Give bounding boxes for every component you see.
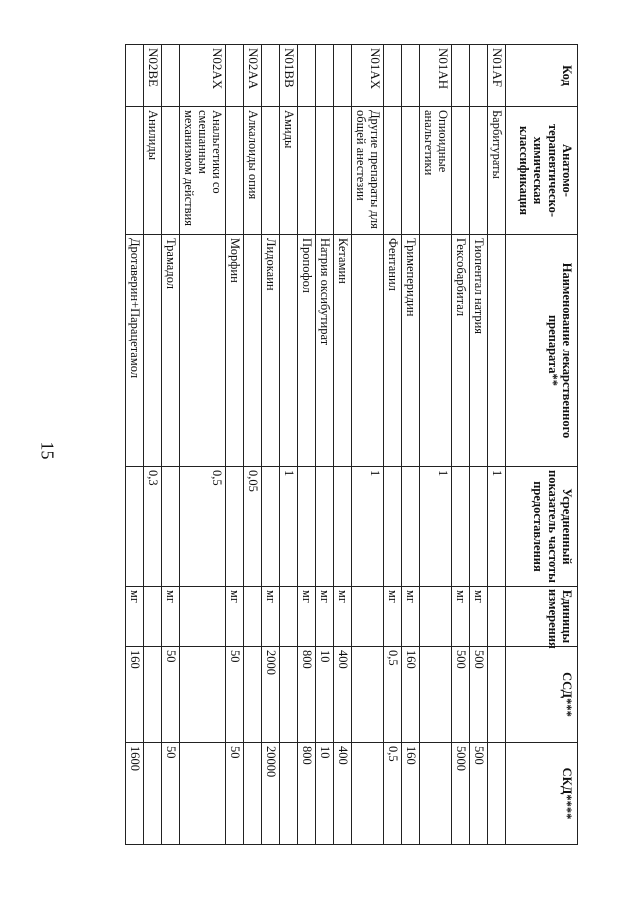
cell-skd: 400 [334,743,352,845]
cell-ssd [488,647,506,743]
cell-skd [420,743,452,845]
table-row [402,45,420,845]
table-row [470,45,488,845]
cell-code [226,45,244,107]
cell-unit: мг [298,587,316,647]
cell-ssd [352,647,384,743]
cell-ssd [144,647,162,743]
header-ssd: ССД*** [506,647,578,743]
cell-ssd: 50 [162,647,180,743]
cell-unit: мг [126,587,144,647]
cell-drug: Натрия оксибутират [316,235,334,467]
cell-ssd: 0,5 [384,647,402,743]
cell-code [262,45,280,107]
cell-atc [470,107,488,235]
cell-frequency: 1 [280,467,298,587]
cell-ssd [244,647,262,743]
cell-drug [420,235,452,467]
cell-unit [244,587,262,647]
cell-ssd [420,647,452,743]
cell-unit: мг [316,587,334,647]
cell-unit [144,587,162,647]
table-header-row [506,45,578,845]
cell-atc [126,107,144,235]
header-skd: СКД**** [506,743,578,845]
cell-drug [180,235,226,467]
drug-table [125,44,578,845]
cell-skd: 0,5 [384,743,402,845]
cell-unit: мг [384,587,402,647]
cell-atc [402,107,420,235]
page-number: 15 [37,441,58,460]
cell-frequency: 0,3 [144,467,162,587]
header-unit: Единицы измерения [506,587,578,647]
cell-unit [280,587,298,647]
cell-ssd: 500 [452,647,470,743]
cell-code: N01AH [420,45,452,107]
cell-drug: Фентанил [384,235,402,467]
cell-skd: 10 [316,743,334,845]
cell-drug: Пропофол [298,235,316,467]
rotated-table-wrapper [78,44,578,844]
cell-atc: Анальгетики со смешанным механизмом действия [180,107,226,235]
cell-drug: Морфин [226,235,244,467]
cell-unit [180,587,226,647]
cell-skd: 800 [298,743,316,845]
table-row [316,45,334,845]
cell-atc: Анилиды [144,107,162,235]
cell-unit [488,587,506,647]
cell-atc: Опиоидные анальгетики [420,107,452,235]
cell-frequency [126,467,144,587]
cell-frequency [162,467,180,587]
table-row [280,45,298,845]
cell-ssd: 160 [402,647,420,743]
cell-unit: мг [334,587,352,647]
cell-unit: мг [452,587,470,647]
table-row [452,45,470,845]
cell-ssd [180,647,226,743]
cell-drug [280,235,298,467]
cell-code [162,45,180,107]
cell-unit: мг [470,587,488,647]
cell-code [452,45,470,107]
table-row [180,45,226,845]
cell-skd [352,743,384,845]
cell-drug [244,235,262,467]
table-row [334,45,352,845]
cell-frequency [298,467,316,587]
cell-skd [244,743,262,845]
cell-frequency: 1 [352,467,384,587]
cell-skd: 50 [226,743,244,845]
cell-unit [352,587,384,647]
cell-skd: 500 [470,743,488,845]
cell-ssd [280,647,298,743]
cell-code [334,45,352,107]
cell-atc [262,107,280,235]
cell-ssd: 500 [470,647,488,743]
table-row [144,45,162,845]
cell-frequency [452,467,470,587]
cell-frequency: 1 [488,467,506,587]
cell-drug: Трамадол [162,235,180,467]
header-frequency: Усредненный показатель частоты предоставления [506,467,578,587]
cell-frequency: 0,5 [180,467,226,587]
cell-code [402,45,420,107]
cell-drug: Кетамин [334,235,352,467]
cell-frequency [470,467,488,587]
cell-atc: Барбитураты [488,107,506,235]
cell-ssd: 10 [316,647,334,743]
cell-drug: Гексобарбитал [452,235,470,467]
cell-atc [298,107,316,235]
table-row [162,45,180,845]
cell-ssd: 160 [126,647,144,743]
cell-code [298,45,316,107]
cell-ssd: 50 [226,647,244,743]
cell-frequency: 1 [420,467,452,587]
table-row [126,45,144,845]
cell-code [384,45,402,107]
cell-frequency [226,467,244,587]
cell-code: N01AF [488,45,506,107]
cell-code: N02AX [180,45,226,107]
cell-code [470,45,488,107]
cell-code: N01AX [352,45,384,107]
cell-code: N01BB [280,45,298,107]
cell-drug: Лидокаин [262,235,280,467]
cell-skd: 5000 [452,743,470,845]
cell-unit: мг [226,587,244,647]
cell-unit: мг [262,587,280,647]
table-row [488,45,506,845]
cell-unit: мг [162,587,180,647]
table-row [352,45,384,845]
cell-ssd: 400 [334,647,352,743]
cell-code: N02BE [144,45,162,107]
cell-drug: Тримеперидин [402,235,420,467]
cell-atc [226,107,244,235]
header-code: Код [506,45,578,107]
cell-frequency [316,467,334,587]
cell-atc [452,107,470,235]
cell-skd: 1600 [126,743,144,845]
cell-frequency [402,467,420,587]
cell-skd [144,743,162,845]
cell-drug: Тиопентал натрия [470,235,488,467]
cell-atc: Амиды [280,107,298,235]
cell-drug: Дротаверин+Парацетамол [126,235,144,467]
cell-code [316,45,334,107]
cell-skd [488,743,506,845]
table-row [244,45,262,845]
cell-code [126,45,144,107]
cell-skd: 20000 [262,743,280,845]
cell-code: N02AA [244,45,262,107]
cell-unit [420,587,452,647]
cell-skd: 50 [162,743,180,845]
cell-skd: 160 [402,743,420,845]
cell-atc [316,107,334,235]
cell-frequency [262,467,280,587]
cell-atc [384,107,402,235]
table-row [262,45,280,845]
cell-ssd: 2000 [262,647,280,743]
cell-atc [162,107,180,235]
header-atc: Анатомо-терапевтическо-химическая классификация [506,107,578,235]
cell-drug [144,235,162,467]
cell-frequency [384,467,402,587]
cell-ssd: 800 [298,647,316,743]
table-row [384,45,402,845]
cell-drug [488,235,506,467]
table-row [420,45,452,845]
cell-atc: Другие препараты для общей анестезии [352,107,384,235]
cell-frequency [334,467,352,587]
table-row [298,45,316,845]
cell-atc: Алкалоиды опия [244,107,262,235]
header-drug: Наименование лекарственного препарата** [506,235,578,467]
cell-unit: мг [402,587,420,647]
cell-atc [334,107,352,235]
cell-skd [280,743,298,845]
cell-frequency: 0,05 [244,467,262,587]
table-row [226,45,244,845]
cell-drug [352,235,384,467]
cell-skd [180,743,226,845]
